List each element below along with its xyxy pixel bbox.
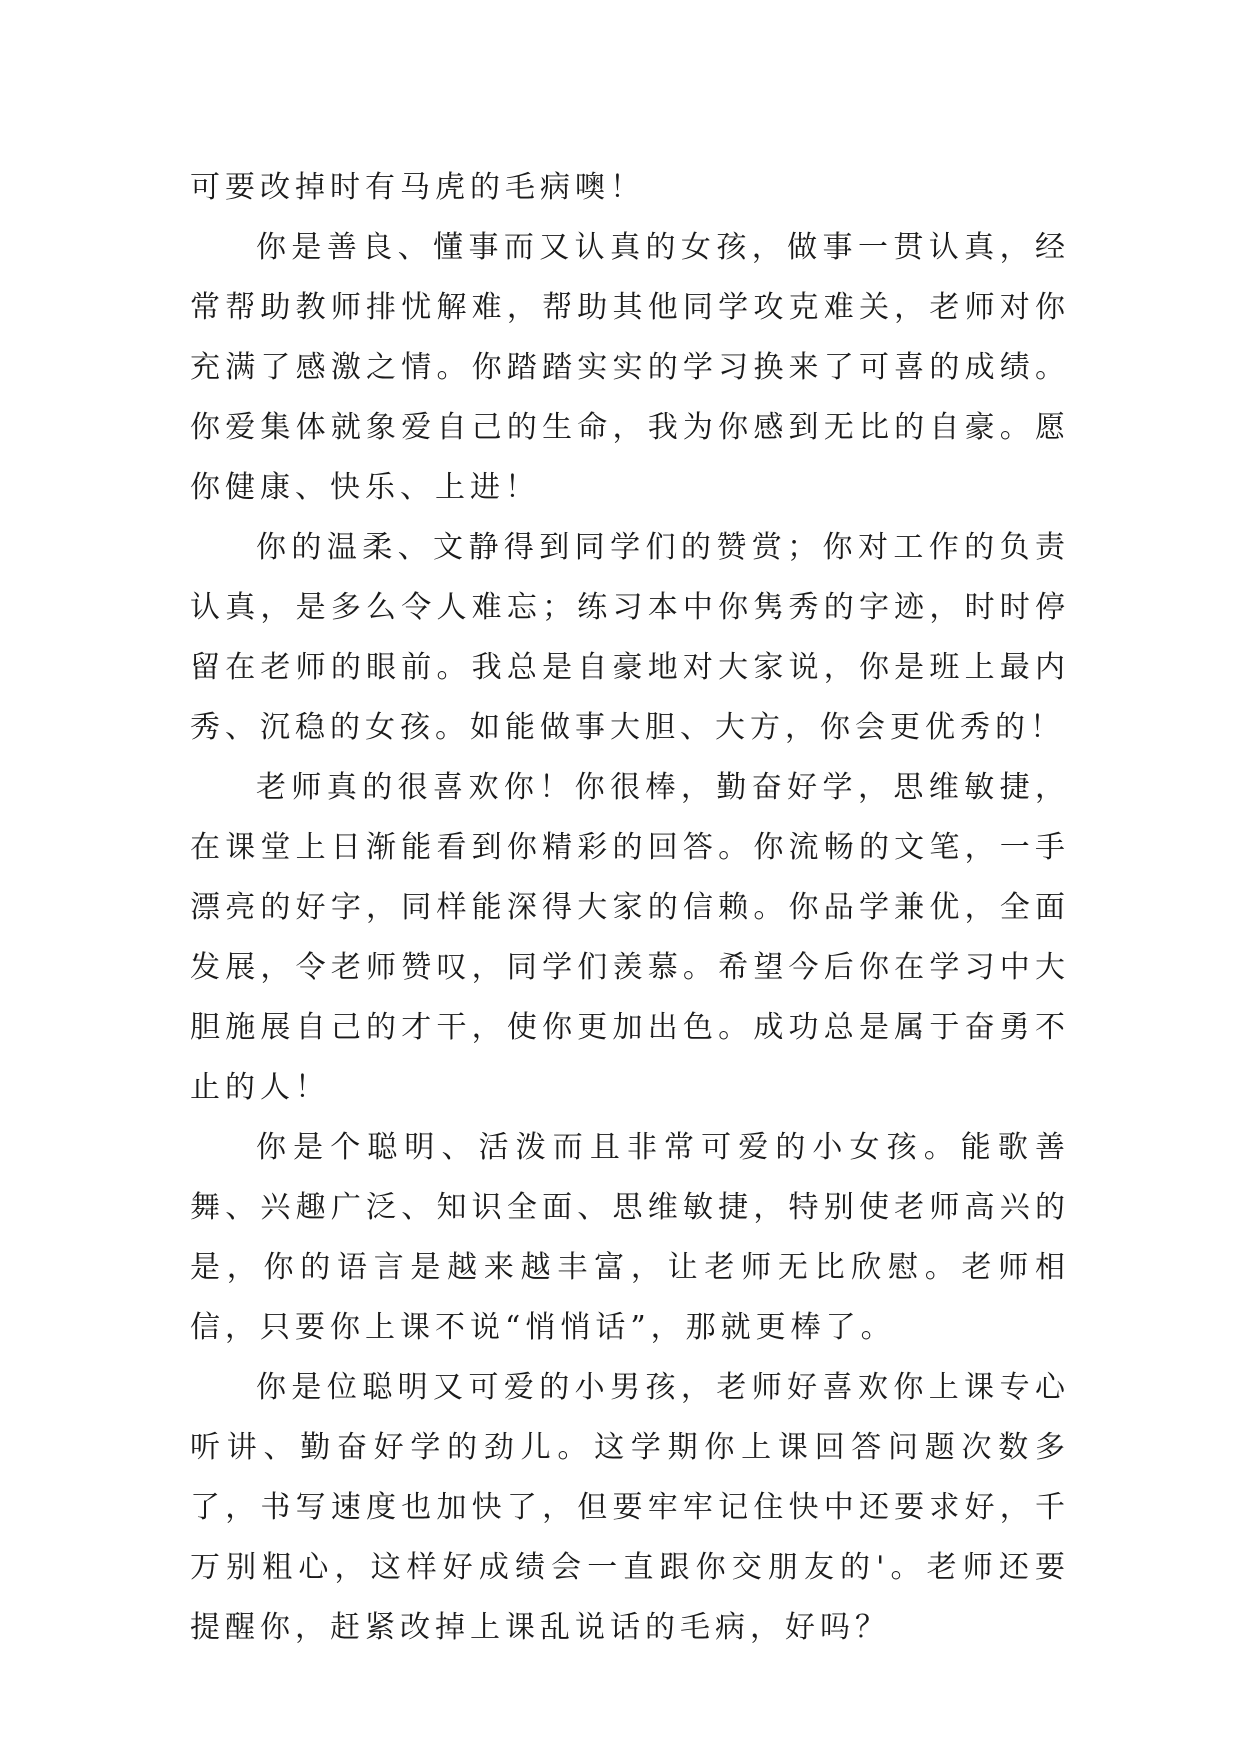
- document-body: [190, 158, 1070, 1658]
- paragraph-comment-1: 你是善良、懂事而又认真的女孩，做事一贯认真，经常帮助教师排忧解难，帮助其他同学攻克难关，老师对你充满了感激之情。你踏踏实实的学习换来了可喜的成绩。你爱集体就象爱自己的生命，我为你感到无比的自豪。愿你健康、快乐、上进！: [190, 230, 1070, 505]
- paragraph-comment-2: 你的温柔、文静得到同学们的赞赏；你对工作的负责认真，是多么令人难忘；练习本中你隽秀的字迹，时时停留在老师的眼前。我总是自豪地对大家说，你是班上最内秀、沉稳的女孩。如能做事大胆、大方，你会更优秀的！: [190, 530, 1070, 745]
- paragraph-comment-3: 老师真的很喜欢你！你很棒，勤奋好学，思维敏捷，在课堂上日渐能看到你精彩的回答。你流畅的文笔，一手漂亮的好字，同样能深得大家的信赖。你品学兼优，全面发展，令老师赞叹，同学们羡慕。希望今后你在学习中大胆施展自己的才干，使你更加出色。成功总是属于奋勇不止的人！: [190, 770, 1070, 1105]
- paragraph-continuation: 可要改掉时有马虎的毛病噢！: [190, 170, 645, 205]
- paragraph-comment-4: 你是个聪明、活泼而且非常可爱的小女孩。能歌善舞、兴趣广泛、知识全面、思维敏捷，特别使老师高兴的是，你的语言是越来越丰富，让老师无比欣慰。老师相信，只要你上课不说“悄悄话”，那就更棒了。: [190, 1130, 1070, 1345]
- paragraph-comment-5: 你是位聪明又可爱的小男孩，老师好喜欢你上课专心听讲、勤奋好学的劲儿。这学期你上课回答问题次数多了，书写速度也加快了，但要牢牢记住快中还要求好，千万别粗心，这样好成绩会一直跟你交朋友的'。老师还要提醒你，赶紧改掉上课乱说话的毛病，好吗？: [190, 1370, 1070, 1645]
